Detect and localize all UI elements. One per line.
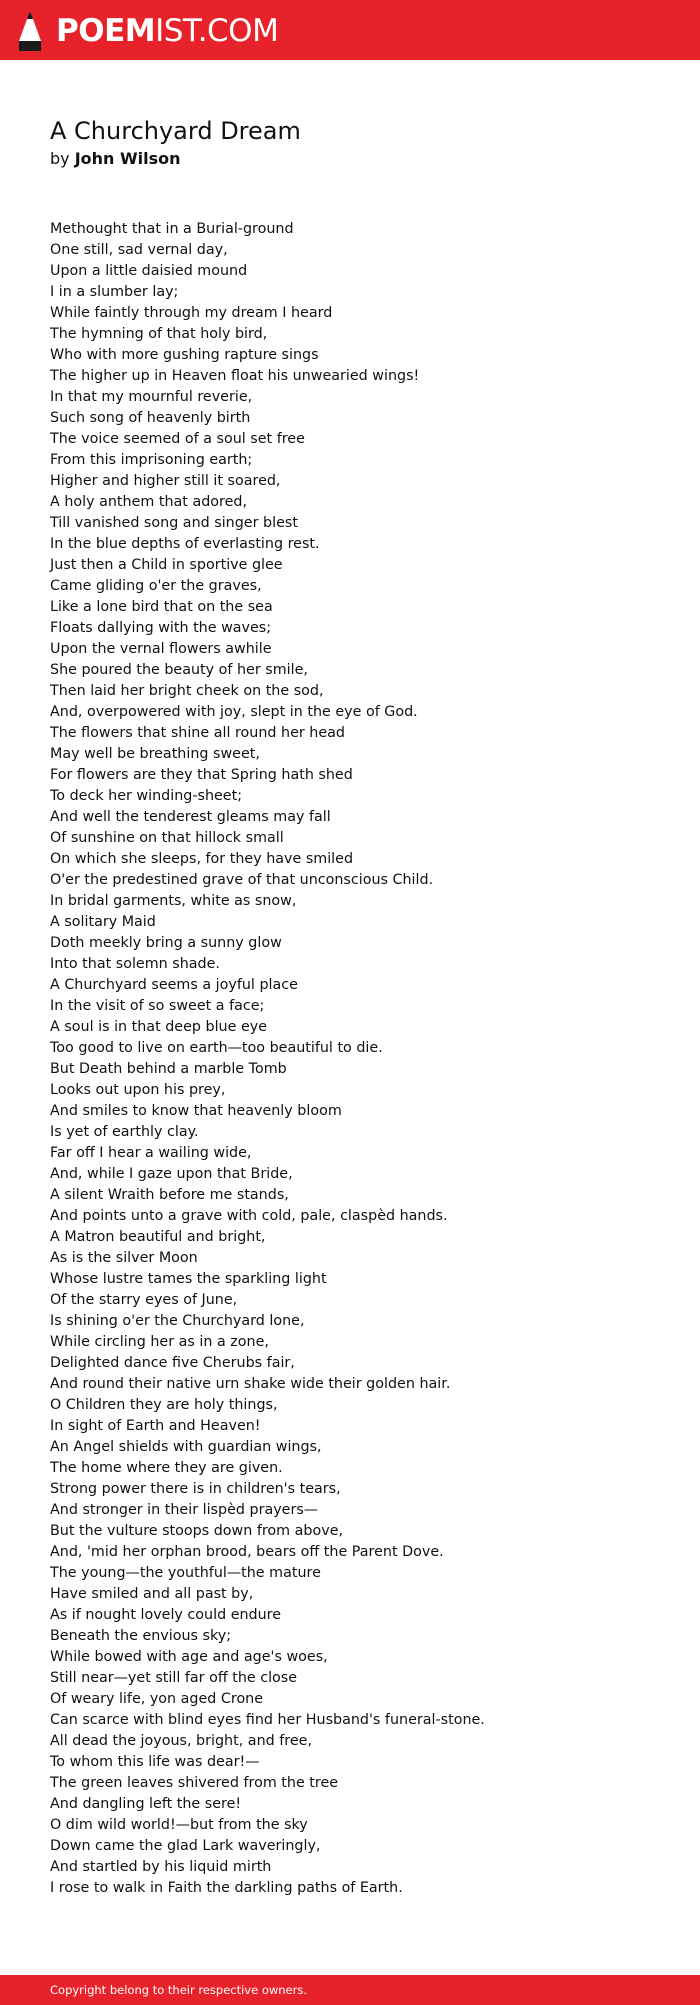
- poem-line: While bowed with age and age's woes,: [50, 1649, 328, 1665]
- poem-body: [50, 219, 670, 1899]
- poem-line: While circling her as in a zone,: [50, 1334, 269, 1350]
- poem-line: Higher and higher still it soared,: [50, 473, 281, 489]
- poem-line: And startled by his liquid mirth: [50, 1859, 272, 1875]
- poem-line: The green leaves shivered from the tree: [50, 1775, 339, 1791]
- poem-line: Is yet of earthly clay.: [50, 1124, 199, 1140]
- poem-line: In bridal garments, white as snow,: [50, 893, 297, 909]
- poem-line: While faintly through my dream I heard: [50, 305, 333, 321]
- poem-line: Upon a little daisied mound: [50, 263, 248, 279]
- poem-line: Too good to live on earth—too beautiful to die.: [50, 1040, 383, 1056]
- poem-line: O dim wild world!—but from the sky: [50, 1817, 308, 1833]
- poem-line: And points unto a grave with cold, pale, claspèd hands.: [50, 1208, 448, 1224]
- poem-line: Like a lone bird that on the sea: [50, 599, 273, 615]
- poem-line: To whom this life was dear!—: [50, 1754, 260, 1770]
- poem-line: All dead the joyous, bright, and free,: [50, 1733, 312, 1749]
- poem-line: The higher up in Heaven float his unwearied wings!: [50, 368, 420, 384]
- poem-line: An Angel shields with guardian wings,: [50, 1439, 322, 1455]
- poem-line: And, 'mid her orphan brood, bears off the Parent Dove.: [50, 1544, 444, 1560]
- poem-line: A soul is in that deep blue eye: [50, 1019, 268, 1035]
- poem-line: I in a slumber lay;: [50, 284, 179, 300]
- poem-line: And, while I gaze upon that Bride,: [50, 1166, 293, 1182]
- poem-line: A Churchyard seems a joyful place: [50, 977, 298, 993]
- poem-line: In that my mournful reverie,: [50, 389, 253, 405]
- poem-line: Looks out upon his prey,: [50, 1082, 226, 1098]
- poem-line: Doth meekly bring a sunny glow: [50, 935, 282, 951]
- logo-text: [56, 11, 278, 51]
- poem-line: As if nought lovely could endure: [50, 1607, 282, 1623]
- poem-line: The young—the youthful—the mature: [50, 1565, 321, 1581]
- poem-line: In the visit of so sweet a face;: [50, 998, 265, 1014]
- poem-line: And smiles to know that heavenly bloom: [50, 1103, 342, 1119]
- poem-line: On which she sleeps, for they have smiled: [50, 851, 354, 867]
- poem-line: Whose lustre tames the sparkling light: [50, 1271, 327, 1287]
- poem-line: Floats dallying with the waves;: [50, 620, 272, 636]
- poem-line: To deck her winding-sheet;: [50, 788, 243, 804]
- author-name[interactable]: John Wilson: [74, 149, 181, 168]
- poem-line: A solitary Maid: [50, 914, 156, 930]
- poem-line: The voice seemed of a soul set free: [50, 431, 305, 447]
- poem-line: Came gliding o'er the graves,: [50, 578, 262, 594]
- poem-line: A holy anthem that adored,: [50, 494, 248, 510]
- poem-line: As is the silver Moon: [50, 1250, 198, 1266]
- poem-line: In the blue depths of everlasting rest.: [50, 536, 320, 552]
- poem-line: Such song of heavenly birth: [50, 410, 251, 426]
- poem-line: Of sunshine on that hillock small: [50, 830, 284, 846]
- poem-line: O'er the predestined grave of that unconscious Child.: [50, 872, 434, 888]
- poem-line: Of weary life, yon aged Crone: [50, 1691, 264, 1707]
- poem-line: The flowers that shine all round her head: [50, 725, 345, 741]
- site-logo[interactable]: [18, 11, 278, 51]
- poem-line: O Children they are holy things,: [50, 1397, 278, 1413]
- logo-text-light: IST.COM: [155, 13, 279, 49]
- poem-line: Upon the vernal flowers awhile: [50, 641, 272, 657]
- poem-line: Who with more gushing rapture sings: [50, 347, 319, 363]
- poem-line: Beneath the envious sky;: [50, 1628, 232, 1644]
- poem-line: One still, sad vernal day,: [50, 242, 228, 258]
- poem-line: And round their native urn shake wide their golden hair.: [50, 1376, 451, 1392]
- poem-line: In sight of Earth and Heaven!: [50, 1418, 261, 1434]
- site-header: [0, 0, 700, 60]
- poem-line: Methought that in a Burial-ground: [50, 221, 294, 237]
- poem-line: Delighted dance five Cherubs fair,: [50, 1355, 295, 1371]
- poem-line: The home where they are given.: [50, 1460, 283, 1476]
- poem-line: For flowers are they that Spring hath shed: [50, 767, 353, 783]
- poem-title: A Churchyard Dream: [50, 117, 301, 145]
- poem-line: A silent Wraith before me stands,: [50, 1187, 289, 1203]
- poem-line: A Matron beautiful and bright,: [50, 1229, 266, 1245]
- poem-line: And well the tenderest gleams may fall: [50, 809, 331, 825]
- poem-line: And stronger in their lispèd prayers—: [50, 1502, 319, 1518]
- site-footer: [0, 1975, 700, 2005]
- poem-line: But Death behind a marble Tomb: [50, 1061, 287, 1077]
- poem-line: Far off I hear a wailing wide,: [50, 1145, 252, 1161]
- poem-line: But the vulture stoops down from above,: [50, 1523, 344, 1539]
- poem-line: Strong power there is in children's tears,: [50, 1481, 341, 1497]
- pencil-icon: [18, 11, 42, 51]
- poem-line: And, overpowered with joy, slept in the eye of God.: [50, 704, 418, 720]
- poem-line: Still near—yet still far off the close: [50, 1670, 298, 1686]
- poem-line: I rose to walk in Faith the darkling paths of Earth.: [50, 1880, 403, 1896]
- poem-line: Till vanished song and singer blest: [50, 515, 298, 531]
- poem-line: Is shining o'er the Churchyard lone,: [50, 1313, 305, 1329]
- by-label: by: [50, 149, 70, 168]
- poem-byline: [50, 148, 181, 170]
- poem-line: Then laid her bright cheek on the sod,: [50, 683, 324, 699]
- poem-line: The hymning of that holy bird,: [50, 326, 268, 342]
- poem-line: Just then a Child in sportive glee: [50, 557, 283, 573]
- poem-line: Down came the glad Lark waveringly,: [50, 1838, 321, 1854]
- poem-line: Of the starry eyes of June,: [50, 1292, 238, 1308]
- poem-line: She poured the beauty of her smile,: [50, 662, 308, 678]
- poem-line: Have smiled and all past by,: [50, 1586, 254, 1602]
- footer-copyright: Copyright belong to their respective owners.: [50, 1983, 308, 1997]
- logo-text-bold: POEM: [56, 13, 156, 49]
- poem-line: And dangling left the sere!: [50, 1796, 242, 1812]
- poem-line: From this imprisoning earth;: [50, 452, 253, 468]
- poem-line: Into that solemn shade.: [50, 956, 220, 972]
- poem-line: Can scarce with blind eyes find her Husband's funeral-stone.: [50, 1712, 485, 1728]
- poem-line: May well be breathing sweet,: [50, 746, 260, 762]
